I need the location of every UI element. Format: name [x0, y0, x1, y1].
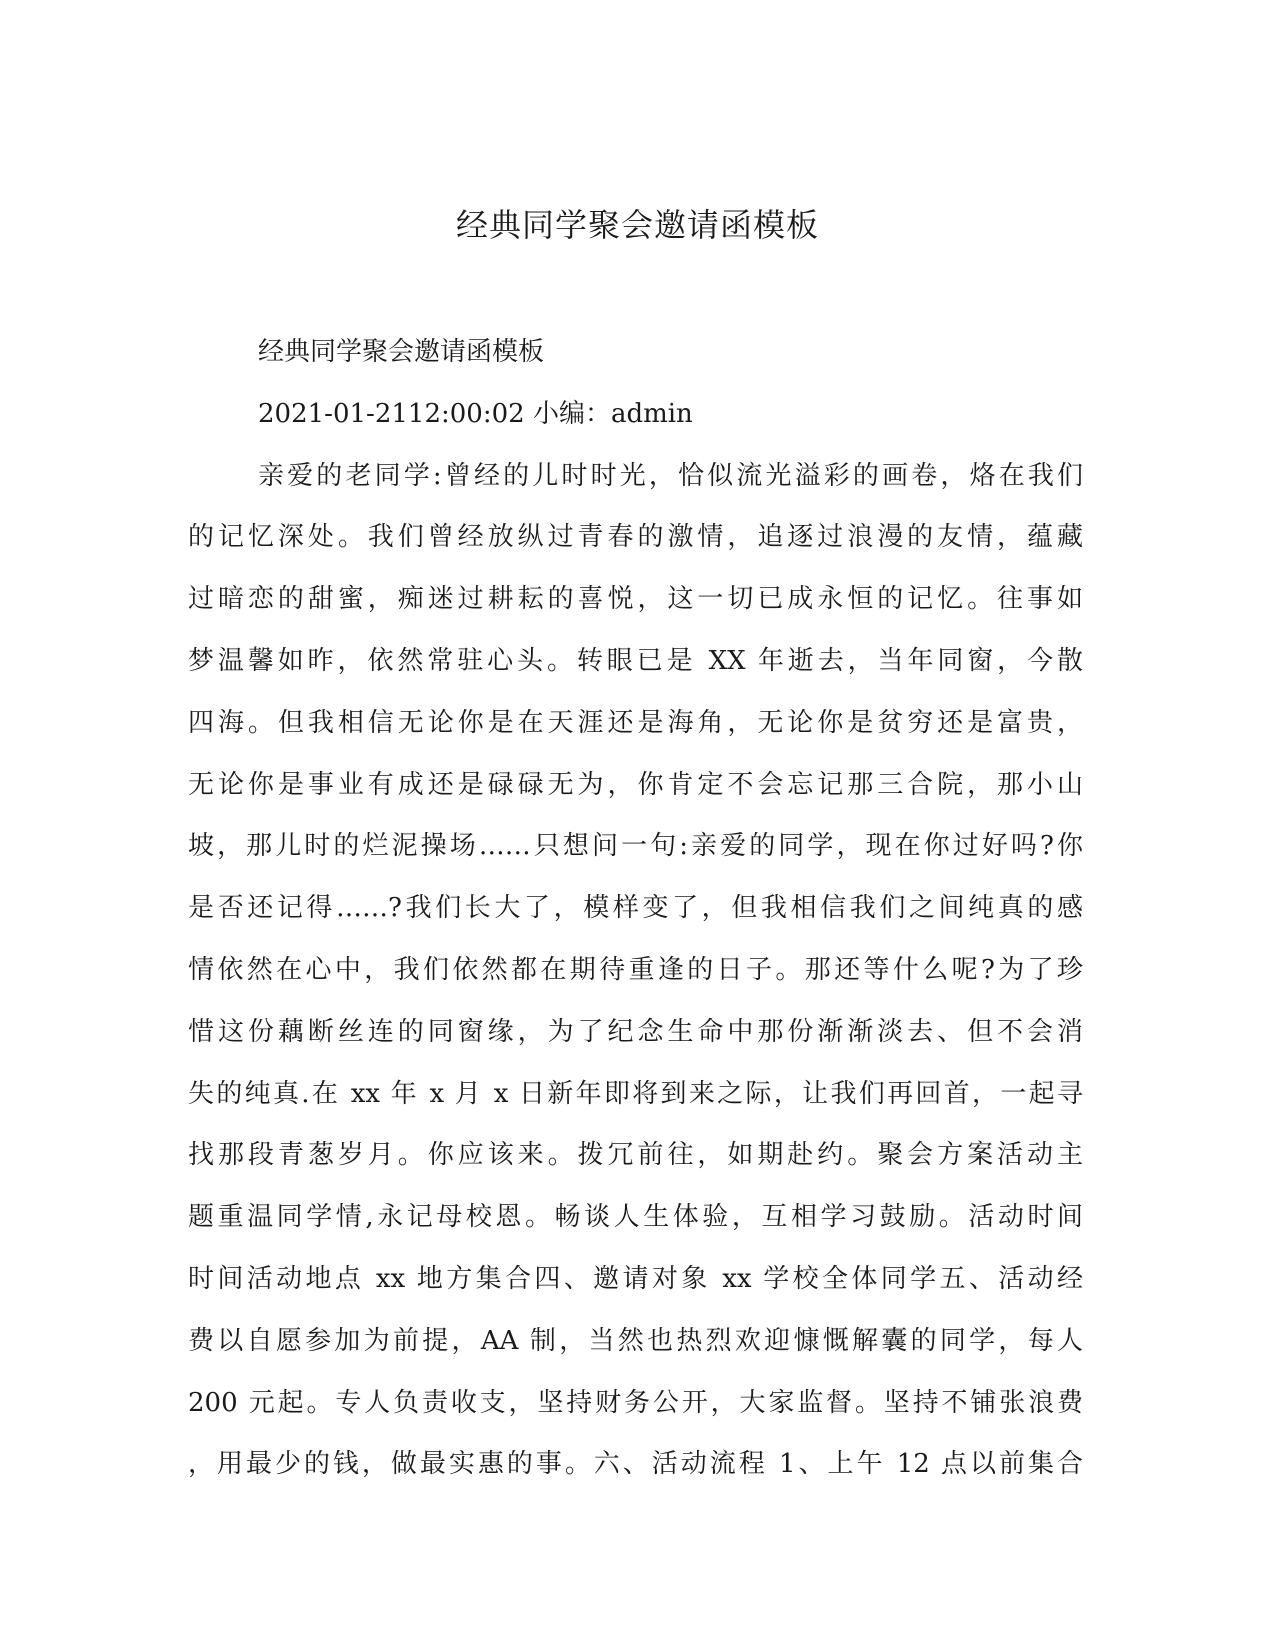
body-line: 是否还记得……?我们长大了，模样变了，但我相信我们之间纯真的感	[188, 893, 1083, 924]
body-line: 200 元起。专人负责收支，坚持财务公开，大家监督。坚持不铺张浪费	[188, 1387, 1083, 1418]
body-line: 情依然在心中，我们依然都在期待重逢的日子。那还等什么呢?为了珍	[188, 954, 1083, 985]
body-line: 找那段青葱岁月。你应该来。拨冗前往，如期赴约。聚会方案活动主	[188, 1140, 1083, 1171]
body-line: 时间活动地点 xx 地方集合四、邀请对象 xx 学校全体同学五、活动经	[188, 1263, 1083, 1294]
body-line: 的记忆深处。我们曾经放纵过青春的激情，追逐过浪漫的友情，蕴藏	[188, 522, 1083, 553]
document-content	[188, 322, 1083, 1496]
body-line: 失的纯真.在 xx 年 x 月 x 日新年即将到来之际，让我们再回首，一起寻	[188, 1078, 1083, 1109]
body-line: 费以自愿参加为前提，AA 制，当然也热烈欢迎慷慨解囊的同学，每人	[188, 1325, 1083, 1356]
body-line: 过暗恋的甜蜜，痴迷过耕耘的喜悦，这一切已成永恒的记忆。往事如	[188, 584, 1083, 615]
document-subtitle: 经典同学聚会邀请函模板	[258, 337, 545, 367]
body-line: 亲爱的老同学:曾经的儿时时光，恰似流光溢彩的画卷，烙在我们	[258, 460, 1083, 491]
body-line: 坡，那儿时的烂泥操场……只想问一句:亲爱的同学，现在你过好吗?你	[188, 831, 1083, 862]
document-meta: 2021-01-2112:00:02 小编：admin	[258, 398, 693, 429]
body-line: 四海。但我相信无论你是在天涯还是海角，无论你是贫穷还是富贵，	[188, 707, 1083, 738]
body-line: 惜这份藕断丝连的同窗缘，为了纪念生命中那份渐渐淡去、但不会消	[188, 1016, 1083, 1047]
body-line: 题重温同学情,永记母校恩。畅谈人生体验，互相学习鼓励。活动时间	[188, 1202, 1083, 1233]
body-line: 无论你是事业有成还是碌碌无为，你肯定不会忘记那三合院，那小山	[188, 769, 1083, 800]
document-title: 经典同学聚会邀请函模板	[455, 206, 819, 244]
body-line: ，用最少的钱，做最实惠的事。六、活动流程 1、上午 12 点以前集合	[188, 1449, 1083, 1480]
body-line: 梦温馨如昨，依然常驻心头。转眼已是 XX 年逝去，当年同窗，今散	[188, 645, 1083, 676]
